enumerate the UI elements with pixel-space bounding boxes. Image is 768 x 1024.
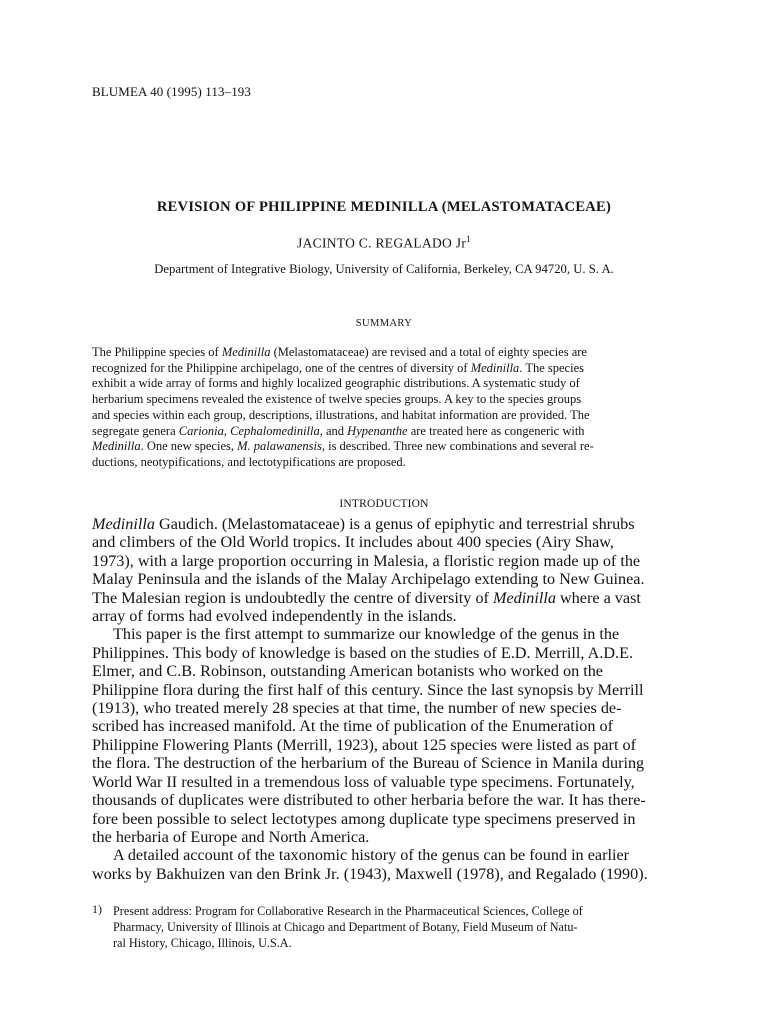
summary-line bbox=[92, 439, 678, 455]
text-run: works by Bakhuizen van den Brink Jr. (1943), Maxwell (1978), and Regalado (1990). bbox=[92, 864, 648, 883]
introduction-line bbox=[92, 773, 680, 791]
italic-taxon-name: Medinilla bbox=[470, 360, 520, 375]
introduction-line bbox=[92, 810, 680, 828]
introduction-line bbox=[92, 662, 680, 680]
introduction-line bbox=[92, 607, 680, 625]
text-run: Philippine Flowering Plants (Merrill, 1923), about 125 species were listed as part of bbox=[92, 735, 636, 754]
text-run: and climbers of the Old World tropics. It includes about 400 species (Airy Shaw, bbox=[92, 533, 614, 552]
introduction-line bbox=[92, 681, 680, 699]
text-run: segregate genera bbox=[92, 423, 179, 438]
introduction-line bbox=[92, 865, 680, 883]
footnote-line bbox=[113, 904, 681, 920]
introduction-line bbox=[92, 625, 680, 643]
text-run: Pharmacy, University of Illinois at Chicago and Department of Botany, Field Museum of Natu- bbox=[113, 919, 578, 934]
author-affiliation: Department of Integrative Biology, University of California, Berkeley, CA 94720, U. S. A. bbox=[154, 262, 614, 276]
text-run: and species within each group, descriptions, illustrations, and habitat information are provided. The bbox=[92, 407, 590, 422]
text-run: . The species bbox=[519, 360, 584, 375]
italic-taxon-name: Hypenanthe bbox=[347, 423, 408, 438]
text-run: . One new species, bbox=[140, 439, 238, 454]
summary-line bbox=[92, 408, 678, 424]
introduction-line bbox=[92, 589, 680, 607]
introduction-heading: INTRODUCTION bbox=[339, 498, 429, 510]
footnote-line bbox=[113, 920, 681, 936]
introduction-line bbox=[92, 570, 680, 588]
introduction-line bbox=[92, 828, 680, 846]
summary-line bbox=[92, 361, 678, 377]
text-run: , bbox=[223, 423, 231, 438]
text-run: herbarium specimens revealed the existence of twelve species groups. A key to the species groups bbox=[92, 392, 582, 407]
introduction-line bbox=[92, 717, 680, 735]
paper-title: REVISION OF PHILIPPINE MEDINILLA (MELASTOMATACEAE) bbox=[156, 199, 612, 215]
italic-taxon-name: M. palawanensis bbox=[237, 439, 322, 454]
italic-taxon-name: Medinilla bbox=[492, 588, 556, 607]
summary-line bbox=[92, 424, 678, 440]
text-run: Elmer, and C.B. Robinson, outstanding American botanists who worked on the bbox=[92, 662, 603, 681]
author-name: JACINTO C. REGALADO Jr bbox=[297, 235, 467, 251]
introduction-text bbox=[92, 515, 680, 883]
summary-line bbox=[92, 392, 678, 408]
summary-heading: SUMMARY bbox=[355, 318, 413, 329]
text-run: array of forms had evolved independently in the islands. bbox=[92, 607, 457, 626]
introduction-line bbox=[92, 791, 680, 809]
text-run: (Melastomataceae) are revised and a total of eighty species are bbox=[270, 345, 587, 359]
text-run: scribed has increased manifold. At the time of publication of the Enumeration of bbox=[92, 717, 613, 736]
text-run: recognized for the Philippine archipelago, one of the centres of diversity of bbox=[92, 360, 471, 375]
introduction-line bbox=[92, 736, 680, 754]
journal-citation: BLUMEA 40 (1995) 113–193 bbox=[92, 84, 251, 99]
introduction-line bbox=[92, 533, 680, 551]
text-run: are treated here as congeneric with bbox=[407, 423, 585, 438]
footnote-mark: 1) bbox=[92, 902, 102, 916]
text-run: Present address: Program for Collaborative Research in the Pharmaceutical Sciences, College of bbox=[113, 904, 583, 918]
italic-taxon-name: Medinilla bbox=[92, 515, 155, 533]
text-run: ductions, neotypifications, and lectotypifications are proposed. bbox=[92, 454, 406, 469]
author-line bbox=[92, 234, 676, 252]
text-run: thousands of duplicates were distributed to other herbaria before the war. It has there- bbox=[92, 791, 646, 810]
text-run: (1913), who treated merely 28 species at that time, the number of new species de- bbox=[92, 699, 622, 718]
text-run: This paper is the first attempt to summarize our knowledge of the genus in the bbox=[113, 625, 620, 644]
text-run: fore been possible to select lectotypes among duplicate type specimens preserved in bbox=[92, 809, 636, 828]
text-run: the flora. The destruction of the herbarium of the Bureau of Science in Manila during bbox=[92, 754, 645, 773]
footnote-text bbox=[113, 904, 681, 951]
author-footnote-mark: 1 bbox=[466, 234, 471, 244]
text-run: The Malesian region is undoubtedly the centre of diversity of bbox=[92, 588, 493, 607]
text-run: , and bbox=[319, 423, 348, 438]
text-run: the herbaria of Europe and North America. bbox=[92, 827, 370, 846]
text-run: Philippine flora during the first half of this century. Since the last synopsis by Merrill bbox=[92, 680, 644, 699]
introduction-line bbox=[92, 644, 680, 662]
italic-taxon-name: Cephalomedinilla bbox=[230, 423, 320, 438]
introduction-line bbox=[92, 699, 680, 717]
introduction-line bbox=[92, 515, 680, 533]
text-run: A detailed account of the taxonomic history of the genus can be found in earlier bbox=[113, 846, 630, 865]
summary-line bbox=[92, 376, 678, 392]
text-run: exhibit a wide array of forms and highly localized geographic distributions. A systematic study of bbox=[92, 376, 580, 391]
italic-taxon-name: Medinilla bbox=[221, 345, 271, 359]
summary-line bbox=[92, 345, 678, 361]
introduction-line bbox=[92, 754, 680, 772]
introduction-line bbox=[92, 846, 680, 864]
text-run: The Philippine species of bbox=[92, 345, 222, 359]
footnote-line bbox=[113, 936, 681, 952]
summary-line bbox=[92, 455, 678, 471]
introduction-line bbox=[92, 552, 680, 570]
text-run: Philippines. This body of knowledge is based on the studies of E.D. Merrill, A.D.E. bbox=[92, 643, 634, 662]
text-run: 1973), with a large proportion occurring in Malesia, a floristic region made up of the bbox=[92, 551, 641, 570]
text-run: Gaudich. (Melastomataceae) is a genus of epiphytic and terrestrial shrubs bbox=[154, 515, 635, 533]
text-run: ral History, Chicago, Illinois, U.S.A. bbox=[113, 935, 292, 950]
text-run: World War II resulted in a tremendous loss of valuable type specimens. Fortunately, bbox=[92, 772, 635, 791]
text-run: , is described. Three new combinations and several re- bbox=[321, 439, 594, 454]
text-run: Malay Peninsula and the islands of the Malay Archipelago extending to New Guinea. bbox=[92, 570, 645, 589]
summary-text bbox=[92, 345, 678, 471]
italic-taxon-name: Carionia bbox=[178, 423, 224, 438]
text-run: where a vast bbox=[555, 588, 641, 607]
italic-taxon-name: Medinilla bbox=[92, 439, 141, 454]
